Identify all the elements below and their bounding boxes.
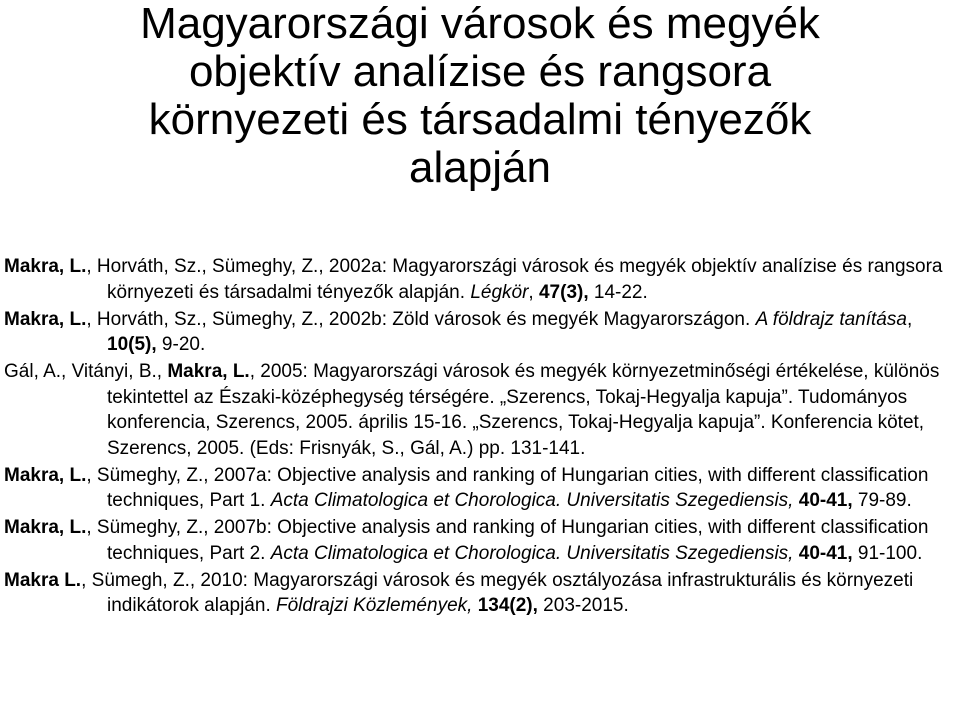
ref-3-text: , 2005: Magyarországi városok és megyék környezetminőségi értékelése, különös tekintettel az Északi-középhegység térségére. „Szerencs, Tokaj-Hegyalja kapuja”. Tudományos konferencia, Szerencs, 2005. április 15-16. „Szerencs, Tokaj-Hegyalja kapuja”. Konferencia kötet, Szerencs, 2005. (Eds: Frisnyák, S., Gál, A.) pp. 131-141.	[107, 361, 940, 459]
ref-2-text: , Horváth, Sz., Sümeghy, Z., 2002b: Zöld városok és megyék Magyarországon.	[86, 308, 756, 330]
ref-4-author: Makra, L.	[4, 464, 87, 486]
ref-1-journal: Légkör	[470, 281, 529, 303]
ref-5-author: Makra, L.	[4, 517, 87, 538]
reference-item-5	[4, 515, 956, 566]
title-line-2: objektív analízise és rangsora	[188, 47, 772, 96]
ref-6-text: , Sümegh, Z., 2010: Magyarországi városok és megyék osztályozása infrastrukturális és környezeti indikátorok alapján.	[81, 569, 914, 616]
ref-1-pages: 14-22.	[588, 281, 648, 303]
ref-4-journal: Acta Climatologica et Chorologica. Universitatis Szegediensis,	[270, 490, 794, 511]
ref-4-pages: 79-89.	[852, 490, 912, 511]
ref-2-journal: A földrajz tanítása	[755, 308, 907, 330]
ref-4-text: , Sümeghy, Z., 2007a: Objective analysis and ranking of Hungarian cities, with different classification techniques, Part 1.	[86, 464, 929, 511]
ref-1-author: Makra, L.	[4, 256, 87, 277]
title-line-1: Magyarországi városok és megyék	[140, 0, 820, 48]
ref-5-text: , Sümeghy, Z., 2007b: Objective analysis and ranking of Hungarian cities, with different classification techniques, Part 2.	[86, 517, 929, 564]
title-line-3: környezeti és társadalmi tényezők	[148, 95, 812, 144]
ref-2-pages: 9-20.	[156, 334, 206, 355]
ref-6-volume: 134(2),	[477, 595, 538, 616]
reference-item-6	[4, 568, 956, 619]
reference-item-3	[4, 359, 956, 461]
ref-2-volume: 10(5),	[107, 334, 157, 355]
ref-5-pages: 91-100.	[852, 542, 923, 564]
ref-6-journal: Földrajzi Közlemények,	[276, 595, 473, 616]
ref-6-pages: 203-2015.	[537, 595, 629, 616]
ref-1-volume: 47(3),	[538, 281, 589, 303]
reference-list	[4, 254, 956, 620]
reference-item-4	[4, 463, 956, 514]
ref-4-volume: 40-41,	[798, 490, 853, 511]
ref-3-author: Makra, L.	[167, 361, 250, 382]
title-line-4: alapján	[409, 143, 551, 192]
ref-2-author: Makra, L.	[4, 308, 87, 330]
ref-5-volume: 40-41,	[798, 542, 853, 564]
ref-2-sep: ,	[906, 308, 913, 330]
ref-5-journal: Acta Climatologica et Chorologica. Universitatis Szegediensis,	[270, 542, 794, 564]
reference-item-1	[4, 254, 956, 305]
ref-6-author: Makra L.	[4, 569, 82, 591]
ref-1-text: , Horváth, Sz., Sümeghy, Z., 2002a: Magyarországi városok és megyék objektív analízise és rangsora környezeti és társadalmi tényezők alapján.	[86, 256, 943, 303]
page-title	[0, 0, 960, 192]
reference-item-2	[4, 307, 956, 358]
ref-3-coauthors: Gál, A., Vitányi, B.,	[4, 361, 168, 382]
ref-1-sep: ,	[528, 281, 539, 303]
